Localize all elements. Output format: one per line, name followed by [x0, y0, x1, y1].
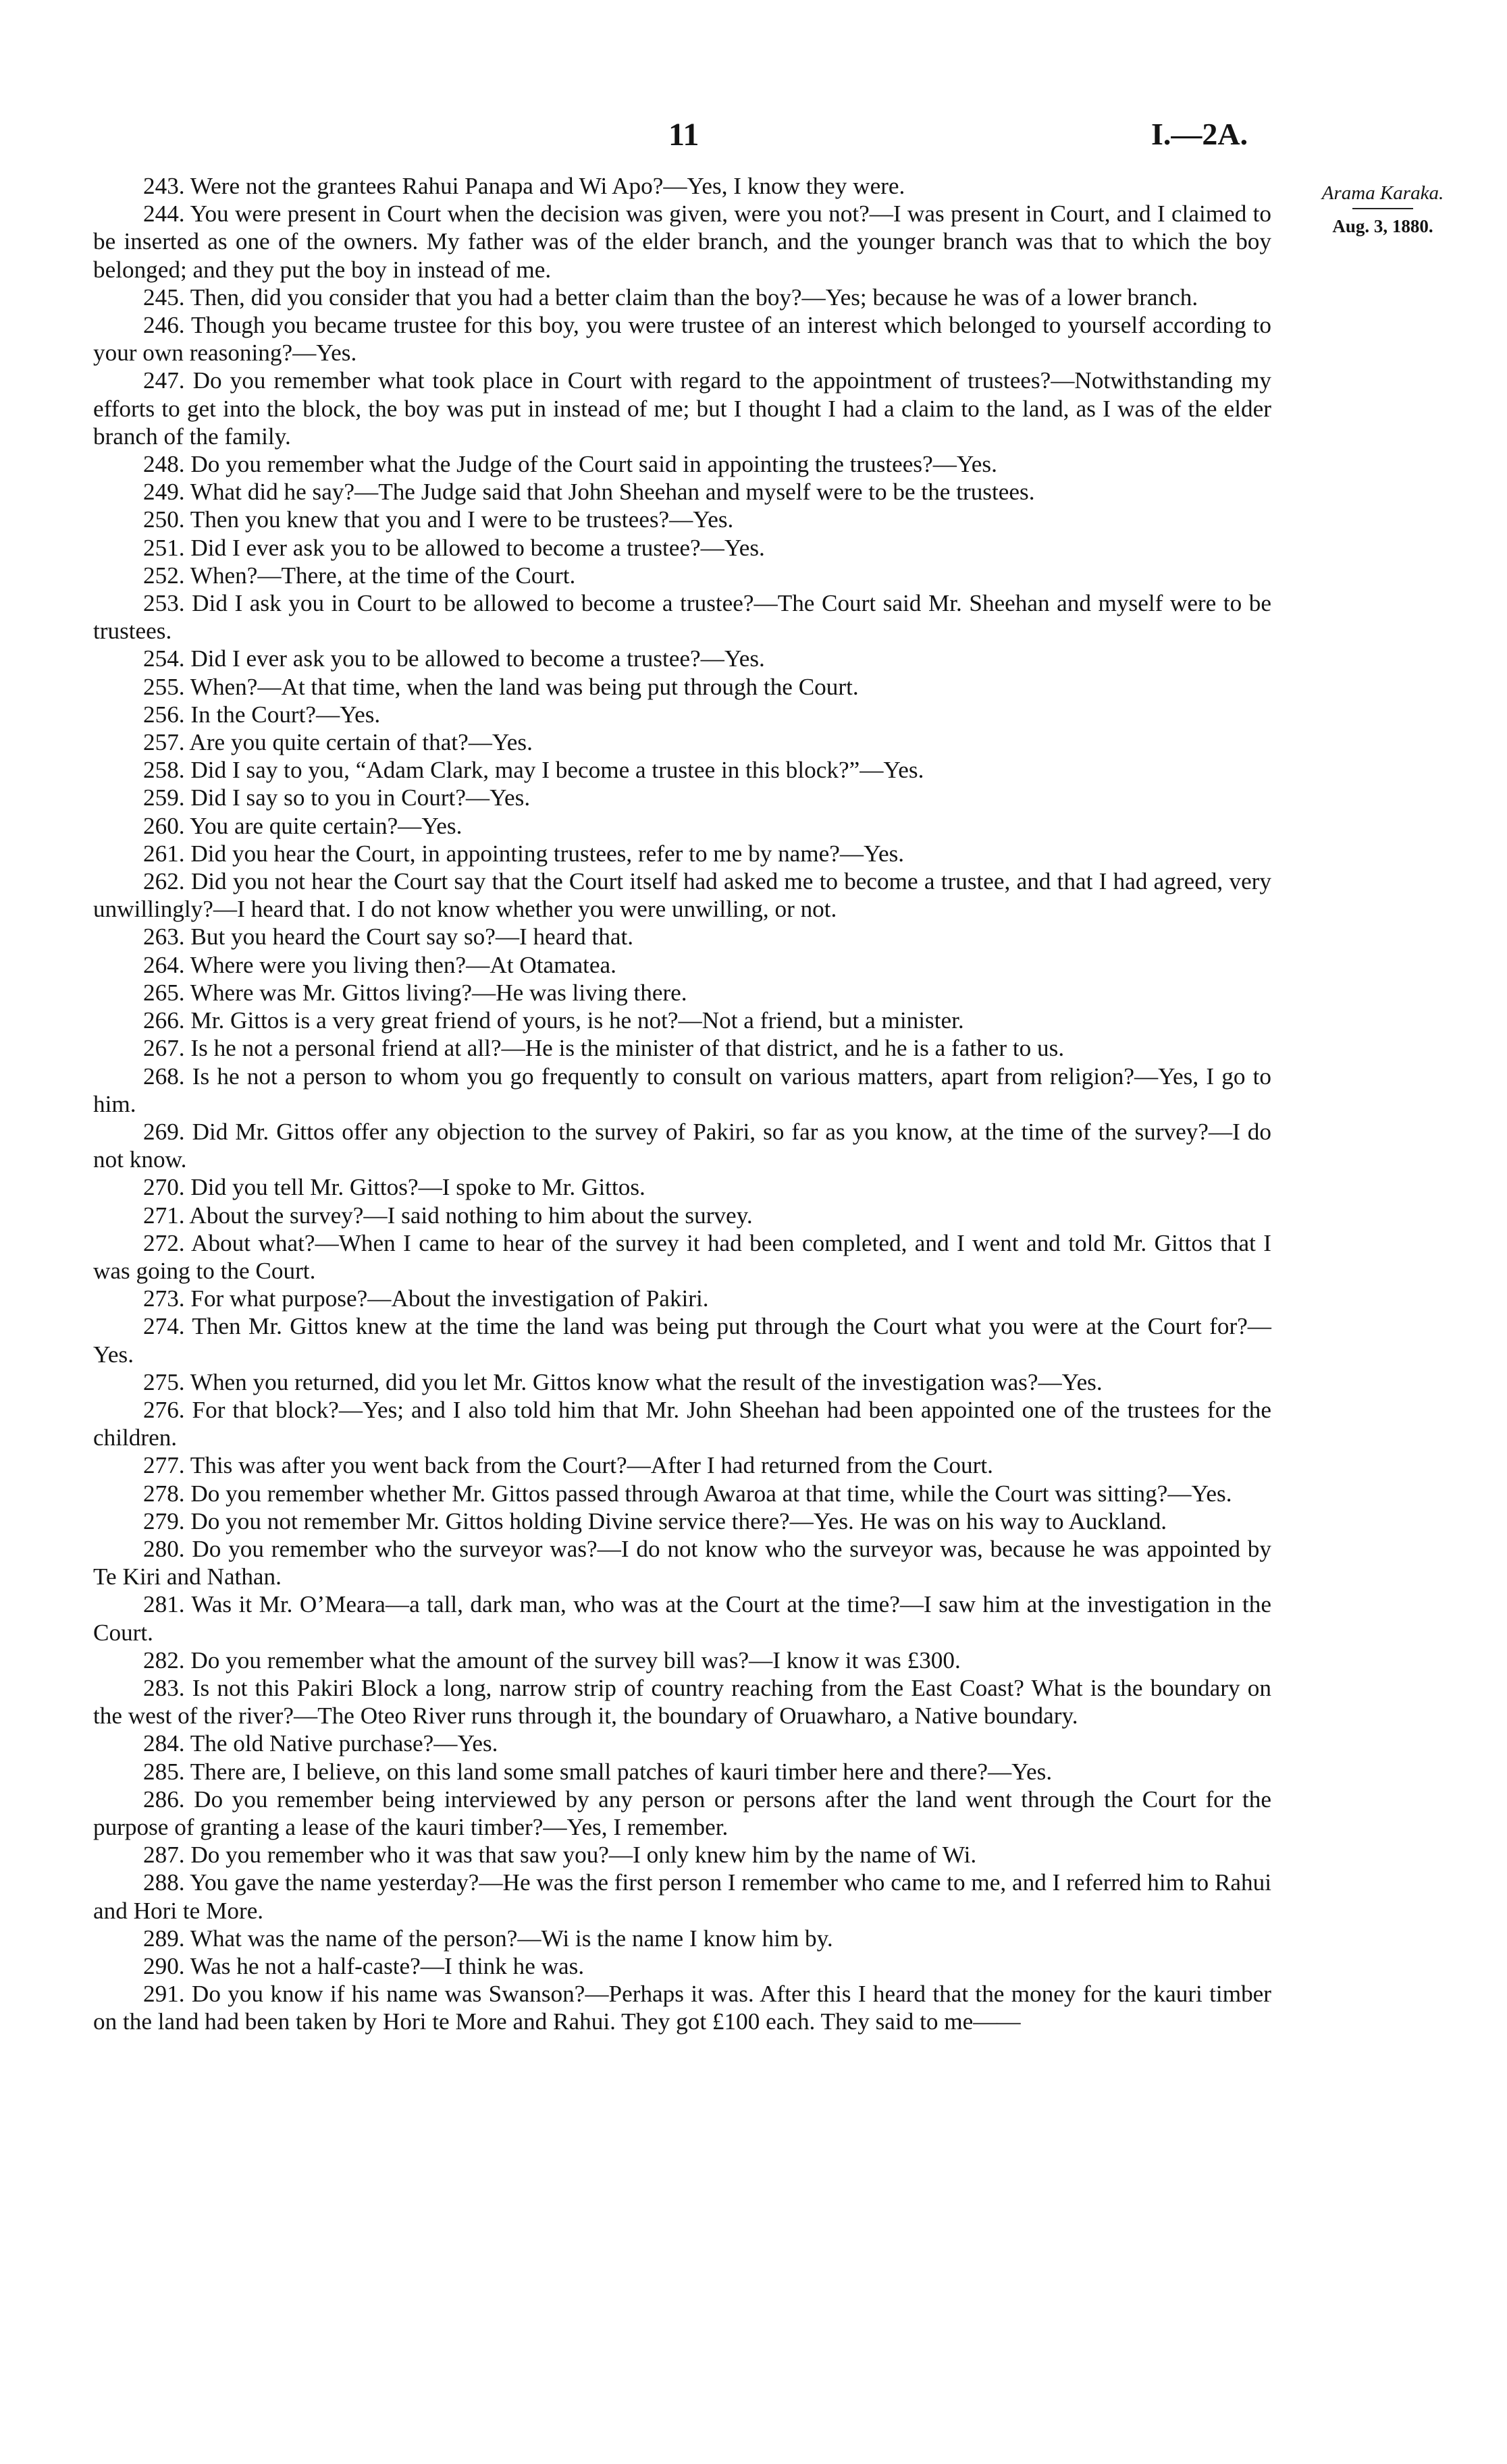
testimony-paragraph: 255. When?—At that time, when the land was being put through the Court. [143, 673, 859, 700]
testimony-paragraph: 289. What was the name of the person?—Wi is the name I know him by. [143, 1925, 833, 1952]
testimony-paragraph: 285. There are, I believe, on this land some small patches of kauri timber here and there?—Yes. [143, 1758, 1053, 1785]
page-header [0, 116, 1507, 163]
testimony-paragraph: 271. About the survey?—I said nothing to him about the survey. [143, 1202, 753, 1229]
testimony-paragraph: 284. The old Native purchase?—Yes. [143, 1730, 498, 1757]
testimony-paragraph: 249. What did he say?—The Judge said that John Sheehan and myself were to be the trustees. [143, 479, 1035, 506]
testimony-paragraph: 261. Did you hear the Court, in appointing trustees, refer to me by name?—Yes. [143, 840, 905, 867]
testimony-paragraph: 264. Where were you living then?—At Otamatea. [143, 951, 616, 978]
testimony-paragraph: 273. For what purpose?—About the investigation of Pakiri. [143, 1285, 709, 1312]
testimony-paragraph: 257. Are you quite certain of that?—Yes. [143, 729, 533, 756]
testimony-paragraph: 265. Where was Mr. Gittos living?—He was living there. [143, 979, 687, 1006]
testimony-paragraph: 283. Is not this Pakiri Block a long, narrow strip of country reaching from the East Coast? What is the boundary on the west of the river?—The Oteo River runs through it, the boundary of Oruawharo, a Native boundary. [93, 1674, 1271, 1730]
testimony-paragraph: 254. Did I ever ask you to be allowed to become a trustee?—Yes. [143, 645, 765, 672]
testimony-paragraph: 246. Though you became trustee for this boy, you were trustee of an interest which belonged to yourself according to your own reasoning?—Yes. [93, 312, 1271, 367]
testimony-paragraph: 291. Do you know if his name was Swanson?—Perhaps it was. After this I heard that the money for the kauri timber on the land had been taken by Hori te More and Rahui. They got £100 each. They said to me—— [93, 1981, 1271, 2035]
testimony-paragraph: 250. Then you knew that you and I were to be trustees?—Yes. [143, 506, 734, 533]
testimony-paragraph: 256. In the Court?—Yes. [143, 701, 381, 728]
testimony-paragraph: 282. Do you remember what the amount of the survey bill was?—I know it was £300. [143, 1646, 961, 1673]
testimony-paragraph: 252. When?—There, at the time of the Court. [143, 562, 576, 589]
testimony-paragraph: 263. But you heard the Court say so?—I heard that. [143, 923, 634, 950]
testimony-paragraph: 260. You are quite certain?—Yes. [143, 812, 462, 839]
testimony-paragraph: 244. You were present in Court when the decision was given, were you not?—I was present in Court, and I claimed to be inserted as one of the owners. My father was of the elder branch, and the younger branch was that to which the boy belonged; and they put the boy in instead of me. [93, 200, 1271, 283]
testimony-paragraph: 248. Do you remember what the Judge of the Court said in appointing the trustees?—Yes. [143, 451, 997, 478]
testimony-paragraph: 274. Then Mr. Gittos knew at the time the land was being put through the Court what you were at the Court for?—Yes. [93, 1313, 1271, 1368]
testimony-paragraph: 275. When you returned, did you let Mr. Gittos know what the result of the investigation was?—Yes. [143, 1368, 1103, 1395]
testimony-paragraph: 247. Do you remember what took place in Court with regard to the appointment of trustees?—Notwithstanding my efforts to get into the block, the boy was put in instead of me; but I thought I had a claim to the land, as I was of the elder branch of the family. [93, 367, 1271, 450]
testimony-paragraph: 287. Do you remember who it was that saw you?—I only knew him by the name of Wi. [143, 1842, 977, 1869]
testimony-paragraph: 286. Do you remember being interviewed by any person or persons after the land went through the Court for the purpose of granting a lease of the kauri timber?—Yes, I remember. [93, 1786, 1271, 1840]
testimony-body [93, 172, 1271, 2036]
margin-note [1281, 181, 1484, 237]
testimony-paragraph: 251. Did I ever ask you to be allowed to become a trustee?—Yes. [143, 534, 765, 561]
testimony-paragraph: 259. Did I say so to you in Court?—Yes. [143, 784, 531, 811]
testimony-paragraph: 270. Did you tell Mr. Gittos?—I spoke to Mr. Gittos. [143, 1174, 645, 1201]
testimony-paragraph: 268. Is he not a person to whom you go frequently to consult on various matters, apart from religion?—Yes, I go to him. [93, 1063, 1271, 1117]
testimony-paragraph: 262. Did you not hear the Court say that the Court itself had asked me to become a trustee, and that I had agreed, very unwillingly?—I heard that. I do not know whether you were unwilling, or not. [93, 868, 1271, 923]
document-reference: I.—2A. [1151, 117, 1248, 151]
testimony-paragraph: 266. Mr. Gittos is a very great friend of yours, is he not?—Not a friend, but a minister. [143, 1007, 964, 1034]
testimony-paragraph: 245. Then, did you consider that you had a better claim than the boy?—Yes; because he was of a lower branch. [143, 284, 1198, 311]
page-number: 11 [668, 117, 699, 153]
testimony-paragraph: 290. Was he not a half-caste?—I think he was. [143, 1953, 585, 1979]
testimony-paragraph: 267. Is he not a personal friend at all?—He is the minister of that district, and he is a father to us. [143, 1035, 1065, 1062]
hearing-date: Aug. 3, 1880. [1332, 216, 1433, 236]
testimony-paragraph: 272. About what?—When I came to hear of the survey it had been completed, and I went and told Mr. Gittos that I was going to the Court. [93, 1229, 1271, 1284]
testimony-paragraph: 281. Was it Mr. O’Meara—a tall, dark man, who was at the Court at the time?—I saw him at the investigation in the Court. [93, 1591, 1271, 1646]
testimony-paragraph: 258. Did I say to you, “Adam Clark, may I become a trustee in this block?”—Yes. [143, 757, 924, 784]
testimony-paragraph: 277. This was after you went back from the Court?—After I had returned from the Court. [143, 1452, 993, 1479]
testimony-paragraph: 269. Did Mr. Gittos offer any objection to the survey of Pakiri, so far as you know, at the time of the survey?—I do not know. [93, 1118, 1271, 1173]
testimony-paragraph: 253. Did I ask you in Court to be allowed to become a trustee?—The Court said Mr. Sheehan and myself were to be trustees. [93, 590, 1271, 645]
witness-name: Arama Karaka. [1321, 182, 1444, 204]
testimony-paragraph: 280. Do you remember who the surveyor was?—I do not know who the surveyor was, because he was appointed by Te Kiri and Nathan. [93, 1535, 1271, 1590]
testimony-paragraph: 279. Do you not remember Mr. Gittos holding Divine service there?—Yes. He was on his way to Auckland. [143, 1507, 1167, 1534]
testimony-paragraph: 288. You gave the name yesterday?—He was the first person I remember who came to me, and I referred him to Rahui and Hori te More. [93, 1869, 1271, 1924]
testimony-paragraph: 276. For that block?—Yes; and I also told him that Mr. John Sheehan had been appointed one of the trustees for the children. [93, 1396, 1271, 1451]
testimony-paragraph: 278. Do you remember whether Mr. Gittos passed through Awaroa at that time, while the Court was sitting?—Yes. [143, 1480, 1232, 1507]
margin-divider [1352, 208, 1413, 209]
testimony-paragraph: 243. Were not the grantees Rahui Panapa and Wi Apo?—Yes, I know they were. [143, 173, 905, 199]
